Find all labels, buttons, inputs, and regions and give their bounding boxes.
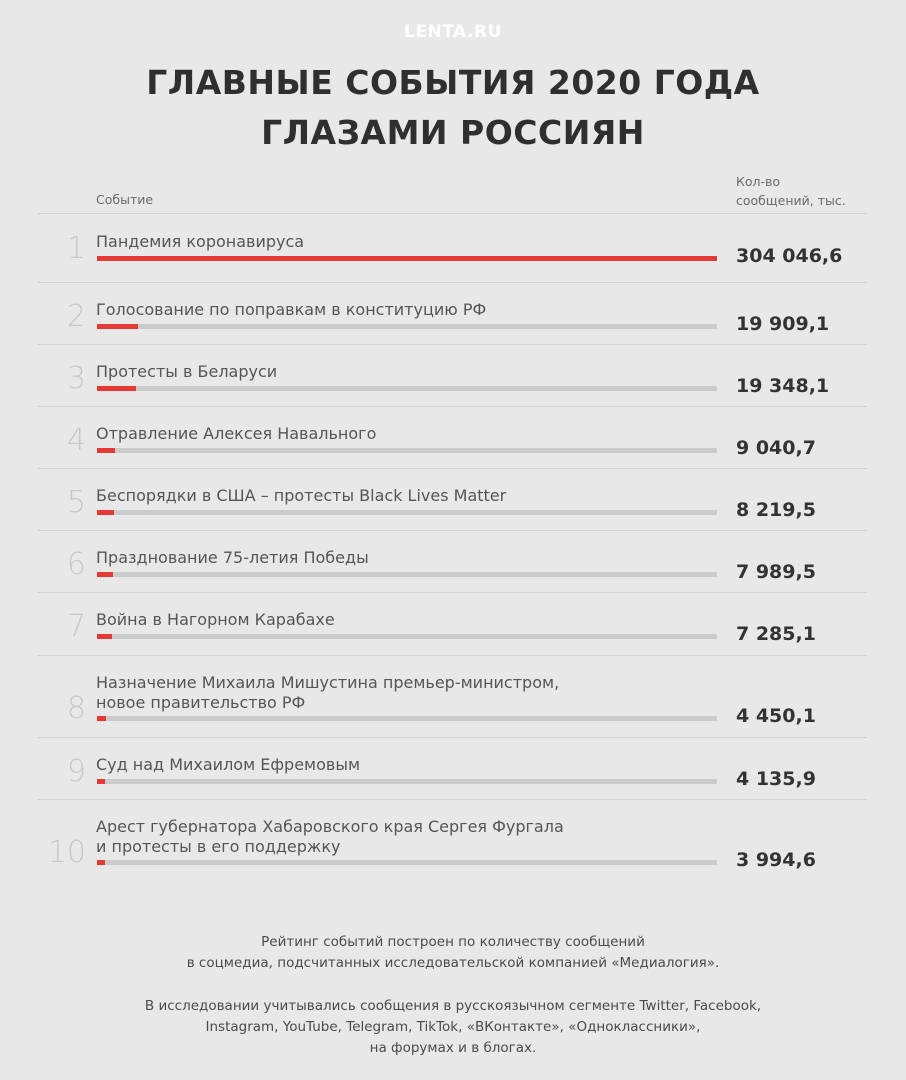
event-label <box>96 486 656 506</box>
row-divider <box>38 468 867 469</box>
value-label: 7 989,5 <box>736 561 816 583</box>
bar <box>97 572 113 577</box>
rank-number: 1 <box>66 231 86 266</box>
value-label: 9 040,7 <box>736 437 816 459</box>
bar-track <box>97 634 717 639</box>
bar <box>97 716 106 721</box>
event-label-line: Арест губернатора Хабаровского края Сергея Фургала <box>96 817 564 836</box>
event-label <box>96 610 656 630</box>
value-label: 8 219,5 <box>736 499 816 521</box>
bar-track <box>97 779 717 784</box>
column-header-count <box>736 172 846 210</box>
event-label-line: новое правительство РФ <box>96 693 306 712</box>
rank-number: 3 <box>66 361 86 396</box>
bar-track <box>97 510 717 515</box>
bar-track <box>97 448 717 453</box>
footer-line: на форумах и в блогах. <box>369 1040 537 1056</box>
bar-track <box>97 386 717 391</box>
event-label <box>96 232 656 252</box>
row-divider <box>38 799 867 800</box>
event-label-line: Назначение Михаила Мишустина премьер-министром, <box>96 673 560 692</box>
event-label-line: Суд над Михаилом Ефремовым <box>96 755 361 774</box>
header-divider <box>38 213 867 214</box>
bar <box>97 510 114 515</box>
event-label <box>96 300 656 320</box>
event-label-line: и протесты в его поддержку <box>96 837 341 856</box>
value-label: 7 285,1 <box>736 623 816 645</box>
page-title <box>0 58 906 158</box>
value-label: 304 046,6 <box>736 245 843 267</box>
column-header-count-line-2: сообщений, тыс. <box>736 193 846 208</box>
bar <box>97 779 105 784</box>
row-divider <box>38 344 867 345</box>
footer-note-methodology <box>0 932 906 974</box>
event-label <box>96 673 656 713</box>
value-label: 19 909,1 <box>736 313 830 335</box>
bar-track <box>97 716 717 721</box>
bar <box>97 324 138 329</box>
value-label: 19 348,1 <box>736 375 830 397</box>
bar-track <box>97 256 717 261</box>
value-label: 4 450,1 <box>736 705 816 727</box>
footer-line: Instagram, YouTube, Telegram, TikTok, «ВКонтакте», «Одноклассники», <box>205 1019 701 1035</box>
footer-note-sources <box>0 996 906 1059</box>
bar <box>97 256 717 261</box>
title-line-2: ГЛАЗАМИ РОССИЯН <box>261 113 645 152</box>
event-label-line: Отравление Алексея Навального <box>96 424 377 443</box>
bar <box>97 386 136 391</box>
event-label-line: Беспорядки в США – протесты Black Lives Matter <box>96 486 507 505</box>
event-label-line: Пандемия коронавируса <box>96 232 305 251</box>
footer-line: В исследовании учитывались сообщения в русскоязычном сегменте Twitter, Facebook, <box>144 998 762 1014</box>
bar <box>97 448 115 453</box>
row-divider <box>38 655 867 656</box>
event-label <box>96 755 656 775</box>
value-label: 4 135,9 <box>736 768 816 790</box>
event-label-line: Война в Нагорном Карабахе <box>96 610 335 629</box>
bar-track <box>97 572 717 577</box>
rank-number: 5 <box>66 485 86 520</box>
title-line-1: ГЛАВНЫЕ СОБЫТИЯ 2020 ГОДА <box>146 63 760 102</box>
bar-track <box>97 860 717 865</box>
rank-number: 2 <box>66 299 86 334</box>
footer-line: Рейтинг событий построен по количеству сообщений <box>261 934 645 950</box>
rank-number: 7 <box>66 609 86 644</box>
event-label <box>96 548 656 568</box>
rank-number: 6 <box>66 547 86 582</box>
row-divider <box>38 530 867 531</box>
event-label <box>96 817 656 857</box>
rank-number: 10 <box>47 835 86 870</box>
rank-number: 9 <box>66 754 86 789</box>
event-label <box>96 362 656 382</box>
footer-line: в соцмедиа, подсчитанных исследовательской компанией «Медиалогия». <box>186 955 720 971</box>
row-divider <box>38 592 867 593</box>
bar <box>97 634 112 639</box>
brand-logo: LENTA.RU <box>404 22 502 42</box>
column-header-count-line-1: Кол-во <box>736 174 781 189</box>
value-label: 3 994,6 <box>736 849 816 871</box>
column-header-event: Событие <box>96 192 154 207</box>
rank-number: 8 <box>66 691 86 726</box>
event-label-line: Голосование по поправкам в конституцию РФ <box>96 300 487 319</box>
bar <box>97 860 105 865</box>
row-divider <box>38 282 867 283</box>
event-label <box>96 424 656 444</box>
event-label-line: Празднование 75-летия Победы <box>96 548 369 567</box>
event-label-line: Протесты в Беларуси <box>96 362 278 381</box>
bar-track <box>97 324 717 329</box>
rank-number: 4 <box>66 423 86 458</box>
row-divider <box>38 737 867 738</box>
row-divider <box>38 406 867 407</box>
